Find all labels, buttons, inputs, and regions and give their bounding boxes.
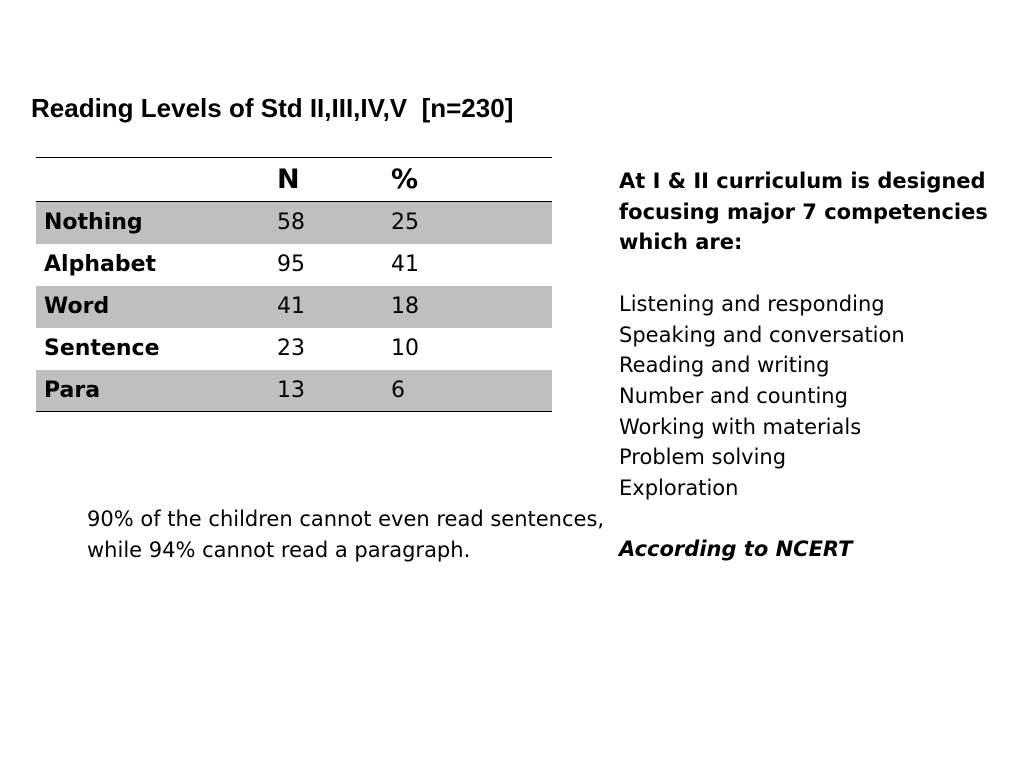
cell-n: 23 — [277, 336, 305, 361]
table-row — [36, 286, 552, 328]
row-label: Word — [44, 294, 110, 319]
cell-percent: 41 — [391, 252, 419, 277]
competency-item: Listening and responding — [619, 291, 885, 316]
table-row — [36, 202, 552, 244]
row-label: Para — [44, 377, 101, 403]
table-row — [36, 244, 552, 286]
competency-item: Speaking and conversation — [619, 322, 905, 347]
row-label: Nothing — [44, 210, 143, 236]
curriculum-sidebar — [619, 166, 999, 565]
row-label: Alphabet — [44, 252, 157, 277]
row-label: Sentence — [44, 336, 160, 361]
slide-title: Reading Levels of Std II,III,IV,V [n=230] — [31, 93, 514, 123]
cell-percent: 25 — [391, 210, 419, 236]
cell-n: 95 — [277, 252, 305, 277]
competency-item: Exploration — [619, 476, 739, 501]
competency-list — [619, 289, 999, 504]
reading-levels-table — [36, 157, 552, 412]
table-header-row — [36, 158, 552, 202]
cell-n: 13 — [277, 377, 305, 403]
competency-item: Working with materials — [619, 414, 862, 439]
cell-n: 58 — [277, 210, 305, 236]
source-note: According to NCERT — [619, 537, 853, 562]
table-row — [36, 370, 552, 412]
cell-percent: 18 — [391, 294, 419, 319]
cell-percent: 10 — [391, 336, 419, 361]
header-n: N — [277, 164, 300, 195]
cell-n: 41 — [277, 294, 305, 319]
competency-item: Problem solving — [619, 445, 787, 470]
competency-item: Number and counting — [619, 383, 848, 408]
table-row — [36, 328, 552, 370]
cell-percent: 6 — [391, 377, 405, 403]
curriculum-intro: At I & II curriculum is designed focusing major 7 competencies which are: — [619, 169, 988, 255]
header-percent: % — [391, 164, 419, 195]
header-label-cell — [36, 158, 277, 202]
competency-item: Reading and writing — [619, 353, 830, 378]
summary-text: 90% of the children cannot even read sentences, while 94% cannot read a paragraph. — [87, 507, 605, 562]
